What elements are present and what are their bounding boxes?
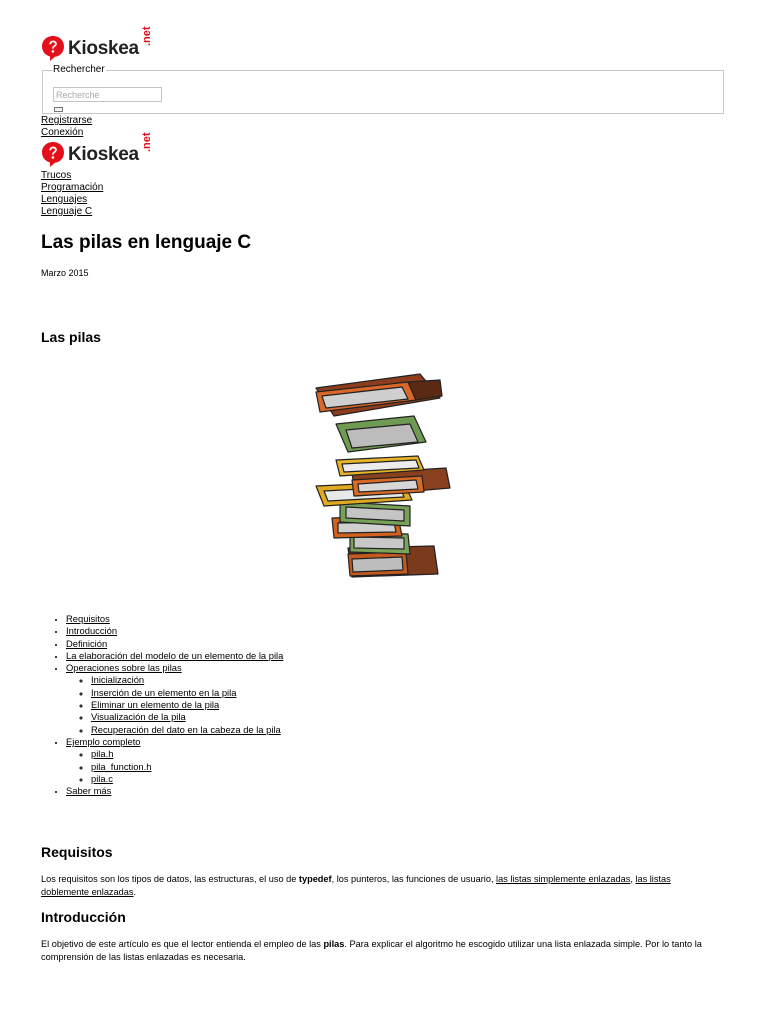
breadcrumb-programacion[interactable]: Programación: [41, 182, 104, 193]
toc-item: [66, 662, 283, 736]
logo-tld: .net: [140, 26, 153, 46]
keyword-typedef: typedef: [298, 874, 332, 884]
toc-subitem: [91, 773, 283, 785]
user-links: [41, 115, 92, 139]
toc-link-pila-c[interactable]: pila.c: [91, 772, 113, 784]
toc-subitem: [91, 674, 283, 686]
toc-link-operaciones[interactable]: Operaciones sobre las pilas: [66, 662, 182, 674]
article-date: Marzo 2015: [41, 268, 89, 278]
search-legend: Rechercher: [53, 64, 105, 75]
toc-item: [66, 613, 283, 625]
text: .: [133, 886, 137, 897]
breadcrumb-trucos[interactable]: Trucos: [41, 170, 72, 181]
logo-wordmark: Kioskea: [68, 37, 139, 59]
kioskea-logo[interactable]: [41, 26, 153, 63]
text: . Para explicar el algoritmo he escogido utilizar una lista enlazada simple. Por lo tanto la comprensión de las listas enlazadas es necesaria.: [41, 939, 702, 962]
link-listas-dobles[interactable]: las listas doblemente enlazadas: [41, 874, 671, 897]
toc-item: [66, 638, 283, 650]
toc-item: [66, 625, 283, 637]
requisitos-paragraph: [41, 873, 721, 898]
text: , los punteros, las funciones de usuario,: [331, 874, 497, 884]
keyword-pilas: pilas: [323, 939, 345, 949]
text: El objetivo de este artículo es que el lector entienda el empleo de las: [41, 939, 324, 949]
toc-item: [66, 736, 283, 785]
toc-link-definicion[interactable]: Definición: [66, 637, 108, 649]
toc-link-requisitos[interactable]: Requisitos: [66, 613, 110, 624]
toc-item: [66, 785, 283, 797]
toc-subitem: [91, 724, 283, 736]
text: Los requisitos son los tipos de datos, las estructuras, el uso de: [41, 874, 299, 884]
toc-link-ejemplo[interactable]: Ejemplo completo: [66, 735, 141, 747]
section-heading-introduccion: Introducción: [41, 909, 126, 925]
toc-link-elaboracion[interactable]: La elaboración del modelo de un elemento de la pila: [66, 649, 284, 661]
toc-link-introduccion[interactable]: Introducción: [66, 625, 118, 637]
toc-link-visualizacion[interactable]: Visualización de la pila: [91, 711, 186, 723]
toc-subitem: [91, 761, 283, 773]
logo-wordmark: Kioskea: [68, 143, 139, 165]
link-listas-simples[interactable]: las listas simplemente enlazadas: [496, 874, 631, 884]
breadcrumb: [41, 170, 103, 218]
search-input[interactable]: [53, 87, 162, 102]
login-link[interactable]: Conexión: [41, 127, 84, 138]
toc-link-recuperacion[interactable]: Recuperación del dato en la cabeza de la pila: [91, 723, 281, 735]
toc-link-pila-h[interactable]: pila.h: [91, 748, 114, 760]
question-mark-logo-icon: [41, 141, 65, 168]
toc-subitem: [91, 748, 283, 760]
toc-subitem: [91, 711, 283, 723]
toc-link-pila-function-h[interactable]: pila_function.h: [91, 760, 152, 772]
breadcrumb-lenguajes[interactable]: Lenguajes: [41, 194, 88, 205]
page-title: Las pilas en lenguaje C: [41, 232, 252, 253]
toc-subitem: [91, 699, 283, 711]
toc-link-eliminar[interactable]: Eliminar un elemento de la pila: [91, 699, 220, 711]
table-of-contents: [41, 613, 283, 797]
toc-link-saber-mas[interactable]: Saber más: [66, 785, 112, 797]
book-stack-illustration: [312, 370, 454, 592]
toc-link-inicializacion[interactable]: Inicialización: [91, 674, 145, 686]
breadcrumb-lenguaje-c[interactable]: Lenguaje C: [41, 206, 93, 217]
toc-sublist: [66, 748, 283, 785]
introduccion-paragraph: [41, 938, 721, 963]
toc-subitem: [91, 687, 283, 699]
logo-tld: .net: [140, 132, 153, 152]
section-heading-pilas: Las pilas: [41, 329, 101, 345]
section-heading-requisitos: Requisitos: [41, 844, 113, 860]
register-link[interactable]: Registrarse: [41, 115, 93, 126]
search-submit-button[interactable]: [54, 107, 63, 112]
toc-link-insercion[interactable]: Inserción de un elemento en la pila: [91, 686, 237, 698]
text: ,: [630, 874, 636, 884]
toc-item: [66, 650, 283, 662]
toc-sublist: [66, 674, 283, 735]
question-mark-logo-icon: [41, 35, 65, 62]
search-box: [42, 64, 724, 114]
